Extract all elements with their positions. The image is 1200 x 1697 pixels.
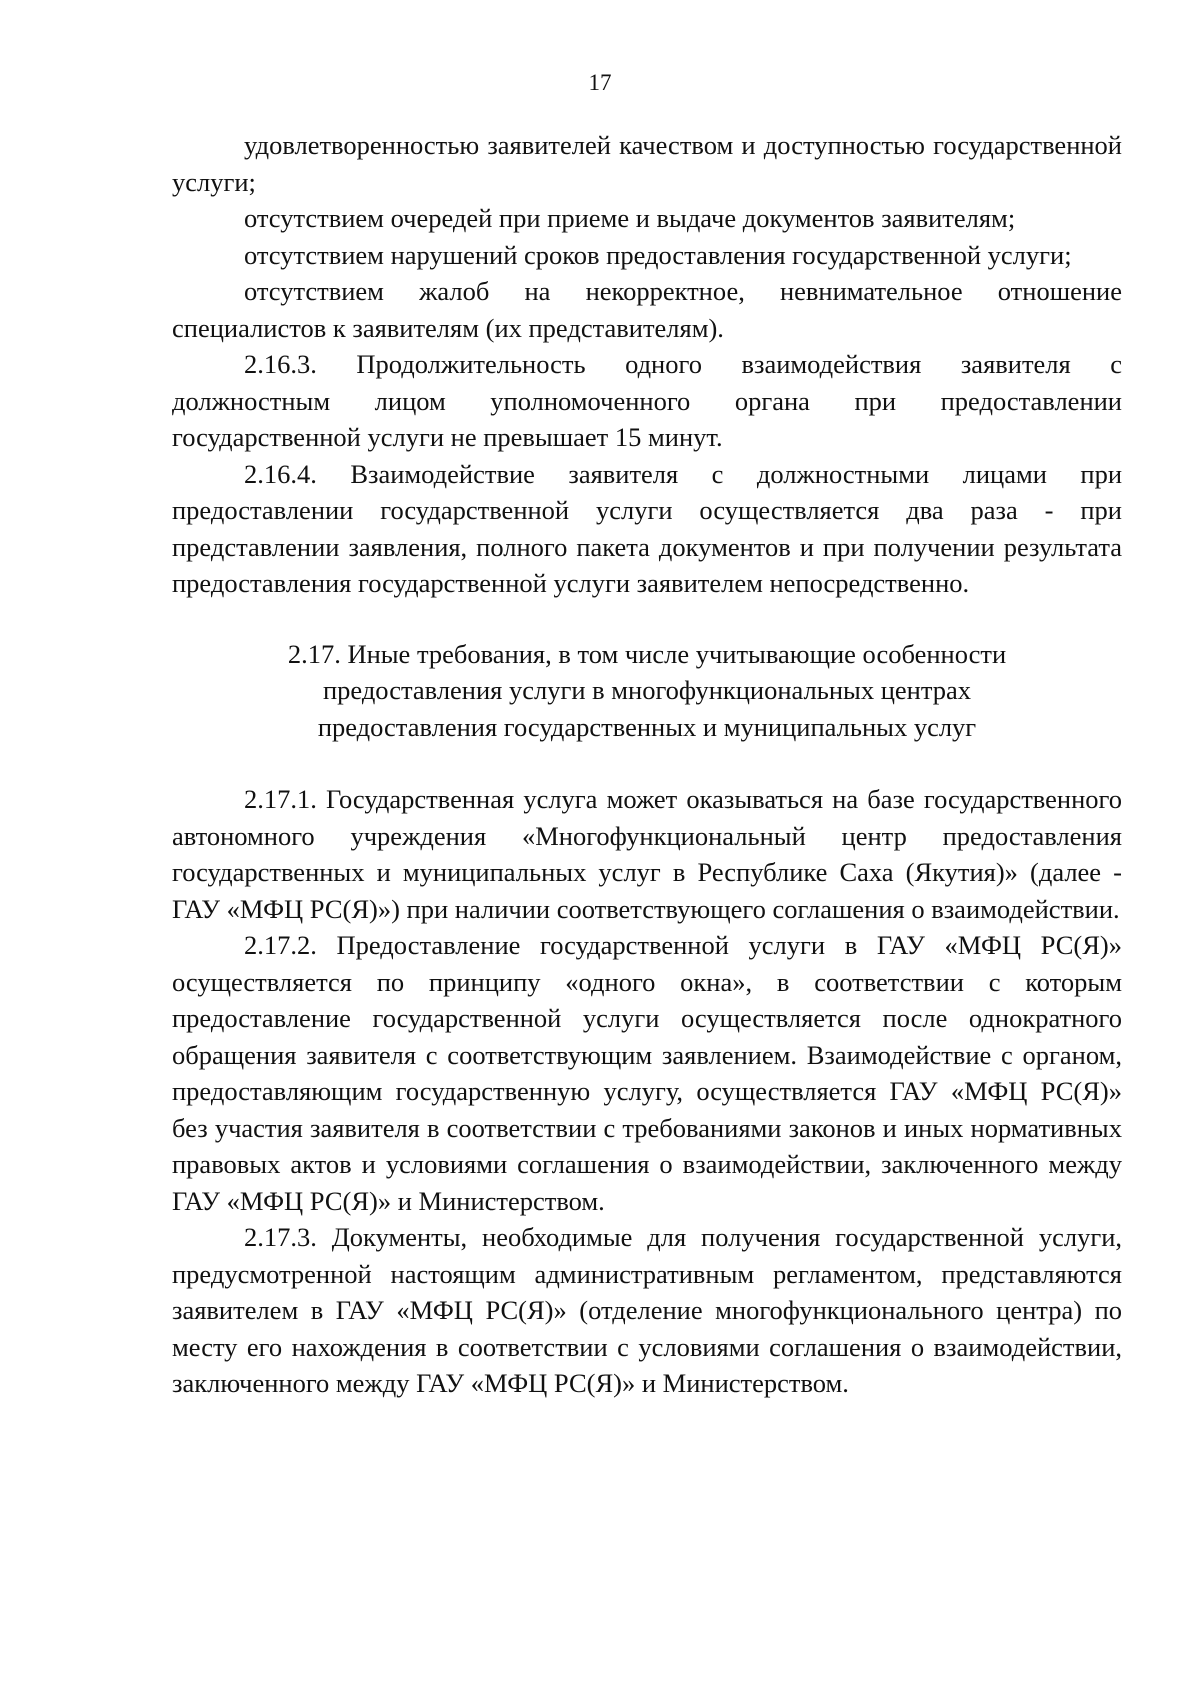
paragraph-2-17-2: 2.17.2. Предоставление государственной услуги в ГАУ «МФЦ РС(Я)» осуществляется по принципу «одного окна», в соответствии с которым предоставление государственной услуги осуществляется после однократного обращения заявителя с соответствующим заявлением. Взаимодействие с органом, предоставляющим государственную услугу, осуществляется ГАУ «МФЦ РС(Я)» без участия заявителя в соответствии с требованиями законов и иных нормативных правовых актов и условиями соглашения о взаимодействии, заключенного между ГАУ «МФЦ РС(Я)» и Министерством. [172, 930, 1122, 1216]
document-body [172, 127, 1122, 1402]
section-heading-2-17 [172, 636, 1122, 746]
page-number: 17 [588, 70, 612, 95]
section-heading-line: 2.17. Иные требования, в том числе учитывающие особенности [287, 638, 1007, 669]
paragraph-no-deadline-violations: отсутствием нарушений сроков предоставления государственной услуги; [244, 239, 1072, 270]
paragraph-satisfaction: удовлетворенностью заявителей качеством и доступностью государственной услуги; [172, 130, 1122, 197]
section-heading-line: предоставления услуги в многофункциональных центрах [322, 675, 972, 705]
paragraph-2-16-3: 2.16.3. Продолжительность одного взаимодействия заявителя с должностным лицом уполномоченного органа при предоставлении государственной услуги не превышает 15 минут. [172, 349, 1122, 452]
paragraph-2-17-3: 2.17.3. Документы, необходимые для получения государственной услуги, предусмотренной настоящим административным регламентом, представляются заявителем в ГАУ «МФЦ РС(Я)» (отделение многофункционального центра) по месту его нахождения в соответствии с условиями соглашения о взаимодействии, заключенного между ГАУ «МФЦ РС(Я)» и Министерством. [172, 1222, 1122, 1398]
paragraph-no-complaints: отсутствием жалоб на некорректное, невнимательное отношение специалистов к заявителям (их представителям). [172, 276, 1122, 343]
paragraph-2-17-1: 2.17.1. Государственная услуга может оказываться на базе государственного автономного учреждения «Многофункциональный центр предоставления государственных и муниципальных услуг в Республике Саха (Якутия)» (далее - ГАУ «МФЦ РС(Я)») при наличии соответствующего соглашения о взаимодействии. [172, 784, 1122, 924]
section-heading-line: предоставления государственных и муниципальных услуг [317, 711, 977, 742]
paragraph-2-16-4: 2.16.4. Взаимодействие заявителя с должностными лицами при предоставлении государственной услуги осуществляется два раза - при представлении заявления, полного пакета документов и при получении результата предоставления государственной услуги заявителем непосредственно. [172, 458, 1122, 598]
paragraph-no-queues: отсутствием очередей при приеме и выдаче документов заявителям; [244, 203, 1016, 233]
